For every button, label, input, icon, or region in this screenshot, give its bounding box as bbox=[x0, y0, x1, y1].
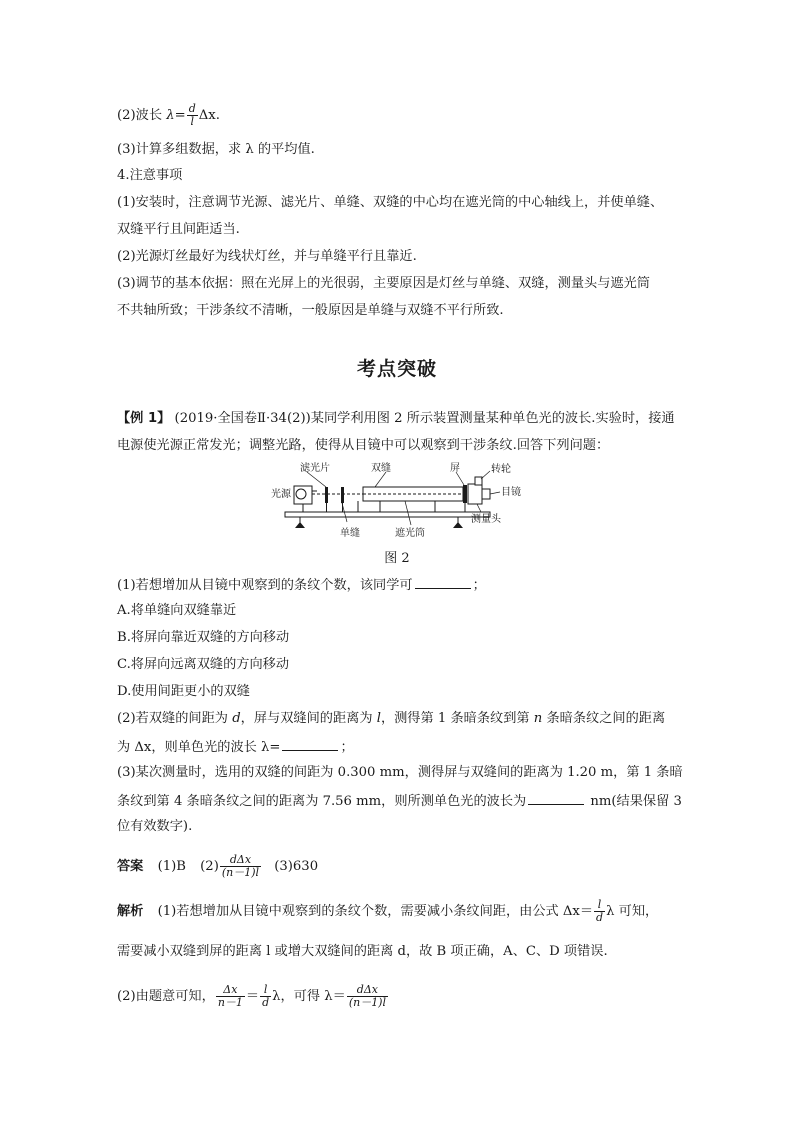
q1-stem: (1)若想增加从目镜中观察到的条纹个数，该同学可 ； bbox=[117, 574, 486, 596]
q1-option-a: A.将单缝向双缝靠近 bbox=[117, 603, 237, 618]
light-source-box bbox=[294, 486, 312, 504]
label-screen: 屏 bbox=[450, 463, 460, 474]
single-slit-element bbox=[341, 487, 344, 503]
base-rail bbox=[285, 512, 490, 517]
measuring-head bbox=[468, 484, 482, 504]
q1-option-c: C.将屏向远离双缝的方向移动 bbox=[117, 657, 290, 672]
note2: (2)光源灯丝最好为线状灯丝，并与单缝平行且靠近. bbox=[117, 249, 417, 264]
analysis-fraction-l-over-d: $\frac{l}{d}$ bbox=[596, 898, 604, 924]
q1-blank[interactable] bbox=[415, 574, 471, 589]
q3-blank[interactable] bbox=[528, 790, 584, 805]
label-double-slit: 双缝 bbox=[371, 463, 391, 474]
filter-element bbox=[325, 487, 328, 503]
figure-caption: 图 2 bbox=[384, 551, 410, 566]
analysis-line2: 需要减小双缝到屏的距离 l 或增大双缝间的距离 d，故 B 项正确，A、C、D 项错误. bbox=[117, 944, 608, 959]
note3-line1: (3)调节的基本依据：照在光屏上的光很弱，主要原因是灯丝与单缝、双缝，测量头与遮光筒 bbox=[117, 276, 650, 291]
label-measuring-head: 测量头 bbox=[471, 514, 501, 525]
label-wheel: 转轮 bbox=[491, 464, 511, 475]
answer-fraction: $\frac{\text{dΔx}}{(n-1)l}$ bbox=[221, 853, 260, 879]
step2-prefix: (2)波长 bbox=[117, 108, 163, 123]
lambda-eq: λ= bbox=[166, 108, 186, 123]
analysis-label: 解析 bbox=[117, 904, 144, 919]
answer-label: 答案 bbox=[117, 859, 144, 874]
left-foot bbox=[295, 517, 305, 528]
example-line1: 【例 1】 (2019·全国卷Ⅱ·34(2))某同学利用图 2 所示装置测量某种单色光的波长.实验时，接通 bbox=[117, 411, 675, 426]
analysis-fraction-result: $\frac{\text{dΔx}}{(n-1)l}$ bbox=[348, 983, 386, 1009]
example-tag: 【例 1】 bbox=[117, 411, 171, 426]
eyepiece bbox=[482, 489, 490, 499]
label-eyepiece: 目镜 bbox=[501, 487, 521, 498]
note3-line2: 不共轴所致；干涉条纹不清晰，一般原因是单缝与双缝不平行所致. bbox=[117, 303, 504, 318]
heading-precautions: 4.注意事项 bbox=[117, 168, 183, 183]
q2-line1: (2)若双缝的间距为 d，屏与双缝间的距离为 l，测得第 1 条暗条纹到第 n 条暗条纹之间的距离 bbox=[117, 711, 666, 726]
q3-line1: (3)某次测量时，选用的双缝的间距为 0.300 mm，测得屏与双缝间的距离为 1.20 m，第 1 条暗 bbox=[117, 765, 683, 780]
fraction-d-over-l: $\frac{d}{l}$ bbox=[188, 102, 196, 128]
note1-line1: (1)安装时，注意调节光源、滤光片、单缝、双缝的中心均在遮光筒的中心轴线上，并使单缝、 bbox=[117, 195, 664, 210]
step3-text: (3)计算多组数据，求 λ 的平均值. bbox=[117, 142, 315, 157]
apparatus-diagram bbox=[255, 461, 545, 541]
answer-line: 答案 (1)B (2) $\frac{\text{dΔx}}{(n-1)l}$ (3)630 bbox=[117, 853, 319, 879]
analysis-fraction-l-d: $\frac{l}{d}$ bbox=[262, 983, 270, 1009]
q3-line3: 位有效数字). bbox=[117, 819, 193, 834]
example-line2: 电源使光源正常发光；调整光路，使得从目镜中可以观察到干涉条纹.回答下列问题： bbox=[117, 438, 610, 453]
q1-option-d: D.使用间距更小的双缝 bbox=[117, 684, 250, 699]
section-title: 考点突破 bbox=[356, 358, 437, 380]
note1-line2: 双缝平行且间距适当. bbox=[117, 222, 240, 237]
analysis-fraction-dx: $\frac{\Delta x}{n-1}$ bbox=[217, 983, 243, 1009]
analysis-line1: 解析 (1)若想增加从目镜中观察到的条纹个数，需要减小条纹间距，由公式 Δx＝ $\frac{l}{d}$ λ 可知， bbox=[117, 898, 659, 924]
label-tube: 遮光筒 bbox=[395, 528, 425, 539]
q2-line2: 为 Δx，则单色光的波长 λ= ； bbox=[117, 736, 354, 758]
q2-blank[interactable] bbox=[282, 736, 338, 751]
step2-suffix: Δx. bbox=[198, 108, 220, 123]
turn-wheel bbox=[475, 477, 482, 485]
label-single-slit: 单缝 bbox=[340, 528, 360, 539]
label-light-source: 光源 bbox=[271, 489, 291, 500]
right-foot bbox=[453, 517, 463, 528]
q3-line2: 条纹到第 4 条暗条纹之间的距离为 7.56 mm，则所测单色光的波长为 nm(结果保留 3 bbox=[117, 790, 682, 812]
step2-wavelength-formula bbox=[117, 103, 220, 128]
q1-option-b: B.将屏向靠近双缝的方向移动 bbox=[117, 630, 290, 645]
label-filter: 滤光片 bbox=[300, 463, 330, 474]
analysis-line3: (2)由题意可知， $\frac{\Delta x}{n-1}$ ＝ $\frac{l}{d}$ λ，可得 λ＝ $\frac{\text{dΔx}}{(n-1)l}$ bbox=[117, 983, 386, 1009]
screen-element bbox=[463, 485, 467, 503]
